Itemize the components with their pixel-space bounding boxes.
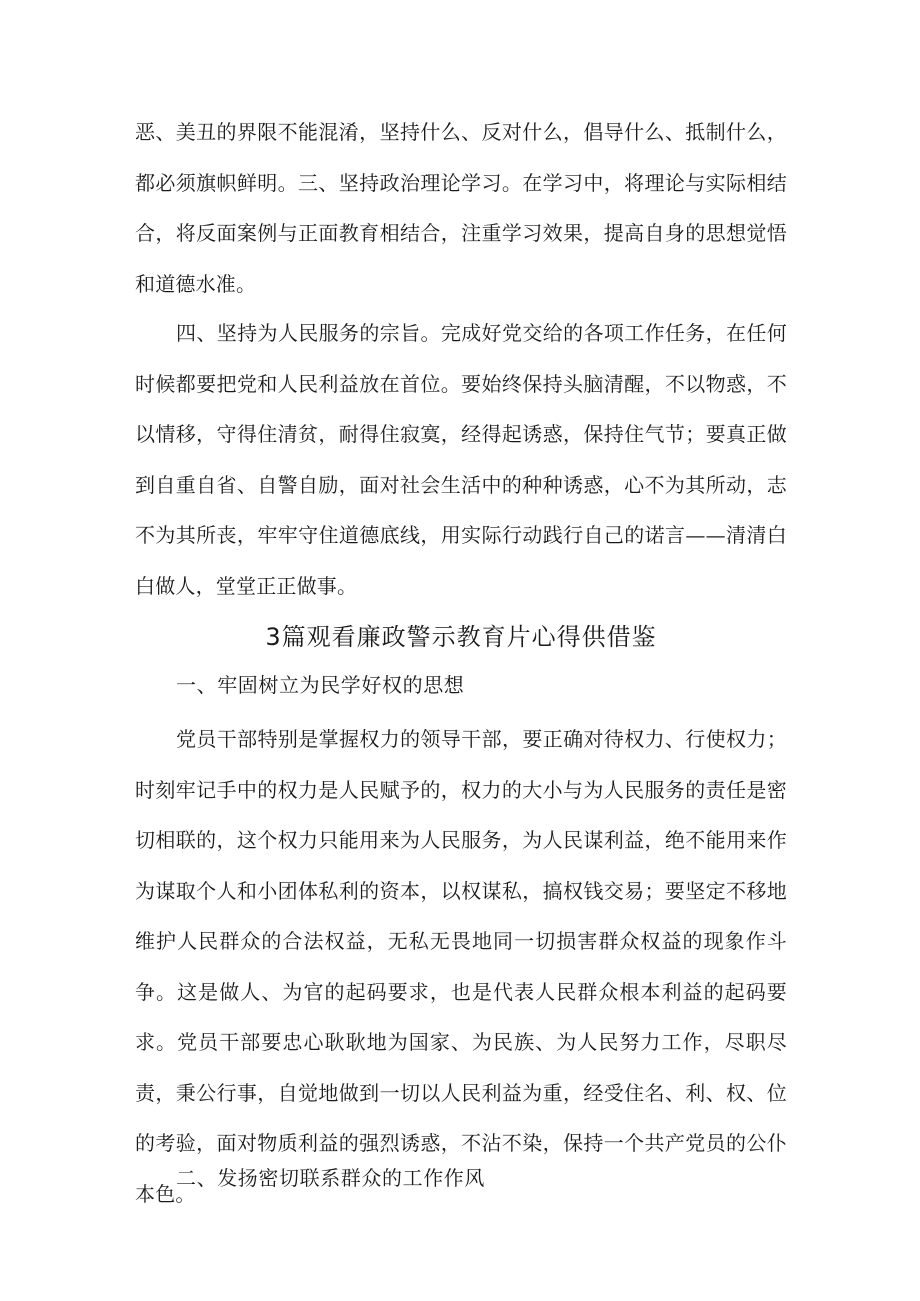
paragraph-continuation: 恶、美丑的界限不能混淆，坚持什么、反对什么，倡导什么、抵制什么，都必须旗帜鲜明。三、坚持政治理论学习。在学习中，将理论与实际相结合，将反面案例与正面教育相结合，注重学习效果，提高自身的思想觉悟和道德水准。 <box>135 120 787 296</box>
article-title: 3篇观看廉政警示教育片心得供借鉴 <box>265 623 657 651</box>
section-heading-2: 二、发扬密切联系群众的工作作风 <box>176 1166 485 1190</box>
paragraph-point-four: 四、坚持为人民服务的宗旨。完成好党交给的各项工作任务，在任何时候都要把党和人民利益放在首位。要始终保持头脑清醒，不以物惑，不以情移，守得住清贫，耐得住寂寞，经得起诱惑，保持住气节；要真正做到自重自省、自警自励，面对社会生活中的种种诱惑，心不为其所动，志不为其所丧，牢牢守住道德底线，用实际行动践行自己的诺言——清清白白做人，堂堂正正做事。 <box>135 321 787 598</box>
section-1-paragraph: 党员干部特别是掌握权力的领导干部，要正确对待权力、行使权力；时刻牢记手中的权力是人民赋予的，权力的大小与为人民服务的责任是密切相联的，这个权力只能用来为人民服务，为人民谋利益，绝不能用来作为谋取个人和小团体私利的资本，以权谋私，搞权钱交易；要坚定不移地维护人民群众的合法权益，无私无畏地同一切损害群众权益的现象作斗争。这是做人、为官的起码要求，也是代表人民群众根本利益的起码要求。党员干部要忠心耿耿地为国家、为民族、为人民努力工作，尽职尽责，秉公行事，自觉地做到一切以人民利益为重，经受住名、利、权、位的考验，面对物质利益的强烈诱惑，不沾不染，保持一个共产党员的公仆本色。 <box>135 727 787 1206</box>
section-heading-1: 一、牢固树立为民学好权的思想 <box>176 673 465 697</box>
